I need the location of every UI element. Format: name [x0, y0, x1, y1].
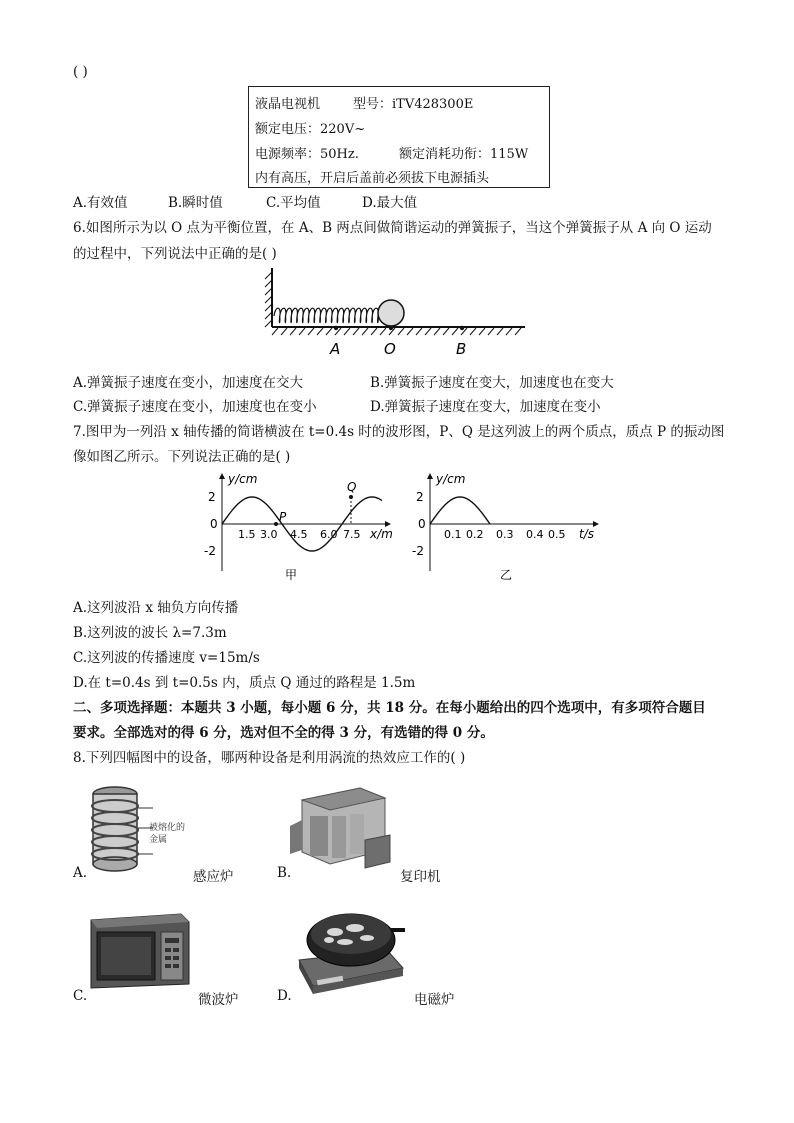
q8-option-c-name[interactable]: 微波炉 — [198, 992, 239, 1008]
yi-xlabel: t/s — [579, 527, 594, 541]
furnace-note-2: 金属 — [149, 835, 168, 845]
section2-instructions-line1: 二、多项选择题：本题共 3 小题，每小题 6 分，共 18 分。在每小题给出的四个选项中，有多项符合题目 — [73, 700, 706, 716]
induction-cooker-photo — [295, 900, 407, 1000]
q5-option-b[interactable]: B.瞬时值 — [168, 195, 223, 211]
q8-option-c-letter[interactable]: C. — [73, 988, 88, 1004]
q8-option-d-name[interactable]: 电磁炉 — [414, 992, 455, 1008]
point-q-label: Q — [347, 480, 357, 494]
yi-xtick-0.3: 0.3 — [496, 528, 514, 541]
q8-option-a-letter[interactable]: A. — [73, 865, 88, 881]
jia-xtick-3.0: 3.0 — [260, 528, 278, 541]
jia-xtick-7.5: 7.5 — [343, 528, 361, 541]
tv-spec-label — [248, 86, 550, 188]
jia-ytick-neg2: -2 — [204, 544, 216, 558]
tv-spec-line3b: 额定消耗功衔：115W — [399, 147, 529, 162]
q7-option-a[interactable]: A.这列波沿 x 轴负方向传播 — [73, 600, 239, 616]
photocopier-photo — [290, 780, 395, 872]
jia-caption: 甲 — [285, 568, 298, 582]
jia-ytick-2: 2 — [208, 490, 216, 504]
yi-caption: 乙 — [500, 568, 513, 582]
yi-xtick-0.4: 0.4 — [526, 528, 544, 541]
jia-xtick-6.0: 6.0 — [320, 528, 338, 541]
q8-option-a-name[interactable]: 感应炉 — [193, 869, 234, 885]
q8-option-d-letter[interactable]: D. — [277, 988, 292, 1004]
jia-xlabel: x/m — [370, 527, 393, 541]
q8-option-b-letter[interactable]: B. — [277, 865, 292, 881]
induction-furnace-photo — [85, 780, 225, 875]
q6-option-c[interactable]: C.弹簧振子速度在变小，加速度也在变小 — [73, 399, 317, 415]
yi-xtick-0.2: 0.2 — [466, 528, 484, 541]
yi-ylabel: y/cm — [436, 472, 466, 486]
tv-spec-line4: 内有高压，开启后盖前必须拔下电源插头 — [255, 171, 490, 186]
q7-stem-line1: 7.图甲为一列沿 x 轴传播的简谐横波在 t=0.4s 时的波形图，P、Q 是这列波上的两个质点，质点 P 的振动图 — [73, 424, 725, 440]
q7-option-b[interactable]: B.这列波的波长 λ=7.3m — [73, 625, 227, 641]
jia-ytick-0: 0 — [210, 517, 218, 531]
yi-ytick-neg2: -2 — [412, 544, 424, 558]
q8-option-b-name[interactable]: 复印机 — [400, 869, 441, 885]
jia-xtick-1.5: 1.5 — [238, 528, 256, 541]
q6-option-a[interactable]: A.弹簧振子速度在变小，加速度在交大 — [73, 375, 304, 391]
yi-ytick-0: 0 — [418, 517, 426, 531]
spring-oscillator-figure — [260, 262, 535, 362]
tv-spec-line1a: 液晶电视机 — [255, 97, 321, 112]
q5-option-c[interactable]: C.平均值 — [266, 195, 321, 211]
furnace-note-1: 被熔化的 — [149, 823, 186, 833]
jia-xtick-4.5: 4.5 — [290, 528, 308, 541]
vibration-graph-yi — [408, 466, 608, 586]
wave-graph-jia — [200, 466, 400, 586]
yi-xtick-0.5: 0.5 — [548, 528, 566, 541]
microwave-photo — [85, 910, 190, 990]
point-o-label: O — [384, 340, 396, 358]
q7-option-d[interactable]: D.在 t=0.4s 到 t=0.5s 内，质点 Q 通过的路程是 1.5m — [73, 675, 416, 691]
q5-option-a[interactable]: A.有效值 — [73, 195, 128, 211]
jia-ylabel: y/cm — [228, 472, 258, 486]
section2-instructions-line2: 要求。全部选对的得 6 分，选对但不全的得 3 分，有选错的得 0 分。 — [73, 725, 494, 741]
q6-option-b[interactable]: B.弹簧振子速度在变大，加速度也在变大 — [370, 375, 614, 391]
yi-xtick-0.1: 0.1 — [444, 528, 462, 541]
q6-stem-line2: 的过程中，下列说法中正确的是( ) — [73, 246, 277, 262]
tv-spec-line1b: 型号：iTV428300E — [353, 97, 474, 112]
point-b-label: B — [456, 340, 467, 358]
q6-option-d[interactable]: D.弹簧振子速度在变大，加速度在变小 — [370, 399, 601, 415]
tv-spec-line3a: 电源频率：50Hz. — [255, 147, 359, 162]
tv-spec-line2: 额定电压：220V~ — [255, 122, 366, 137]
q6-stem-line1: 6.如图所示为以 O 点为平衡位置，在 A、B 两点间做简谐运动的弹簧振子，当这个弹簧振子从 A 向 O 运动 — [73, 220, 712, 236]
point-p-label: P — [279, 510, 287, 524]
q5-option-d[interactable]: D.最大值 — [362, 195, 418, 211]
q7-stem-line2: 像如图乙所示。下列说法正确的是( ) — [73, 449, 291, 465]
q5-answer-paren: ( ) — [73, 64, 88, 80]
yi-ytick-2: 2 — [416, 490, 424, 504]
q7-option-c[interactable]: C.这列波的传播速度 v=15m/s — [73, 650, 260, 666]
q8-stem: 8.下列四幅图中的设备，哪两种设备是利用涡流的热效应工作的( ) — [73, 750, 466, 766]
point-a-label: A — [330, 340, 341, 358]
